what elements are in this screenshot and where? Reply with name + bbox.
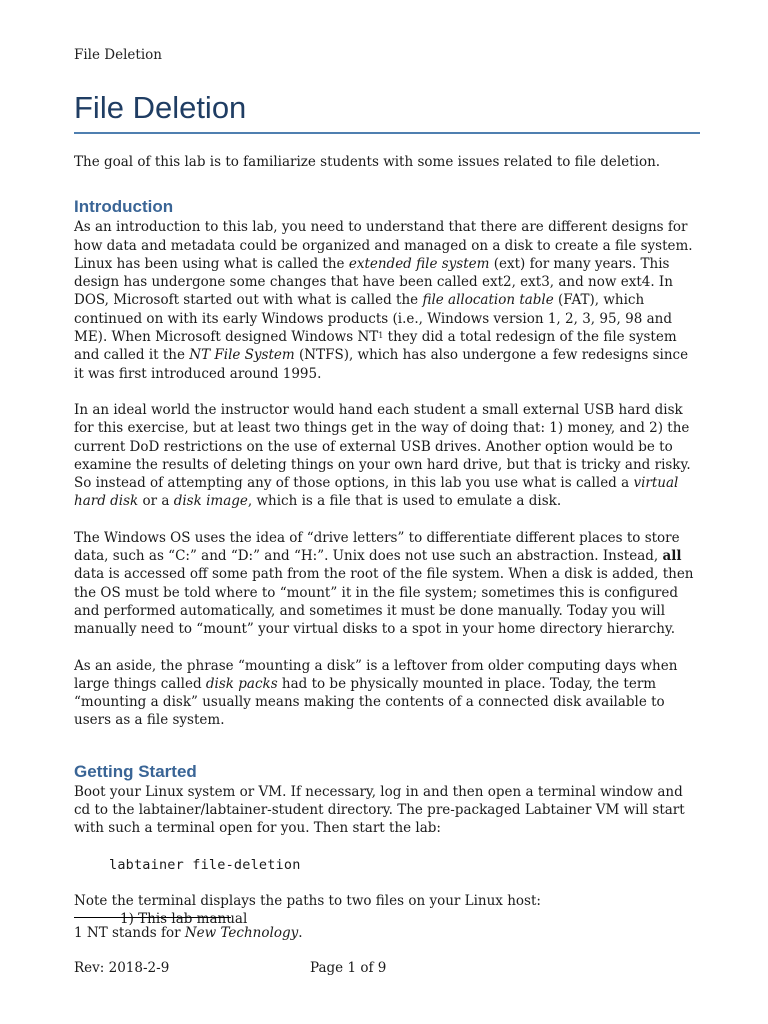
footer-page-number: Page 1 of 9 <box>310 960 387 976</box>
command-line: labtainer file-deletion <box>109 856 301 873</box>
getting-started-paragraph-2: Note the terminal displays the paths to two files on your Linux host: <box>74 892 541 909</box>
getting-started-paragraph-1: Boot your Linux system or VM. If necessary, log in and then open a terminal window and cd to the labtainer/labtainer-student directory. The pre-packaged Labtainer VM will start with such a terminal open for you. Then start the lab: <box>74 783 685 837</box>
section-heading-introduction: Introduction <box>74 197 174 217</box>
introduction-paragraph-1: As an introduction to this lab, you need to understand that there are different designs for how data and metadata could be organized and managed on a disk to create a file system. Linux has been using what is called the extended file system (ext) for many years. This design has undergone some changes that have been called ext2, ext3, and now ext4. In DOS, Microsoft started out with what is called the file allocation table (FAT), which continued on with its early Windows products (i.e., Windows version 1, 2, 3, 95, 98 and ME). When Microsoft designed Windows $NT^1$ they did a total redesign of the file system and called it the NT File System (NTFS), which has also undergone a few redesigns since it was first introduced around 1995. <box>74 219 693 382</box>
document-title: File Deletion <box>74 90 247 125</box>
list-item: 1) This lab manual <box>120 910 248 927</box>
footnote: 1 NT stands for New Technology. <box>74 925 303 941</box>
introduction-paragraph-2: In an ideal world the instructor would hand each student a small external USB hard disk for this exercise, but at least two things get in the way of doing that: 1) money, and 2) the current DoD restrictions on the use of external USB drives. Another option would be to examine the results of deleting things on your own hard drive, but that is tricky and risky. So instead of attempting any of those options, in this lab you use what is called a virtual hard disk or a disk image, which is a file that is used to emulate a disk. <box>74 401 691 510</box>
document-body <box>74 150 700 928</box>
introduction-paragraph-4: As an aside, the phrase “mounting a disk” is a leftover from older computing days when large things called disk packs had to be physically mounted in place. Today, the term “mounting a disk” usually means making the contents of a connected disk available to users as a file system. <box>74 657 678 729</box>
section-heading-getting-started: Getting Started <box>74 761 197 781</box>
footer-revision: Rev: 2018-2-9 <box>74 960 170 976</box>
intro-sentence: The goal of this lab is to familiarize students with some issues related to file deletion. <box>74 154 661 170</box>
introduction-paragraph-3: The Windows OS uses the idea of “drive letters” to differentiate different places to store data, such as “C:” and “D:” and “H:”. Unix does not use such an abstraction. Instead, all data is accessed off some path from the root of the file system. When a disk is added, then the OS must be told where to “mount” it in the file system; sometimes this is configured and performed automatically, and sometimes it must be done manually. Today you will manually need to “mount” your virtual disks to a spot in your home directory hierarchy. <box>74 529 694 638</box>
footnote-reference: 1 <box>378 331 384 341</box>
footnote-separator <box>74 917 231 918</box>
running-header: File Deletion <box>74 47 162 63</box>
title-underline <box>74 132 700 134</box>
